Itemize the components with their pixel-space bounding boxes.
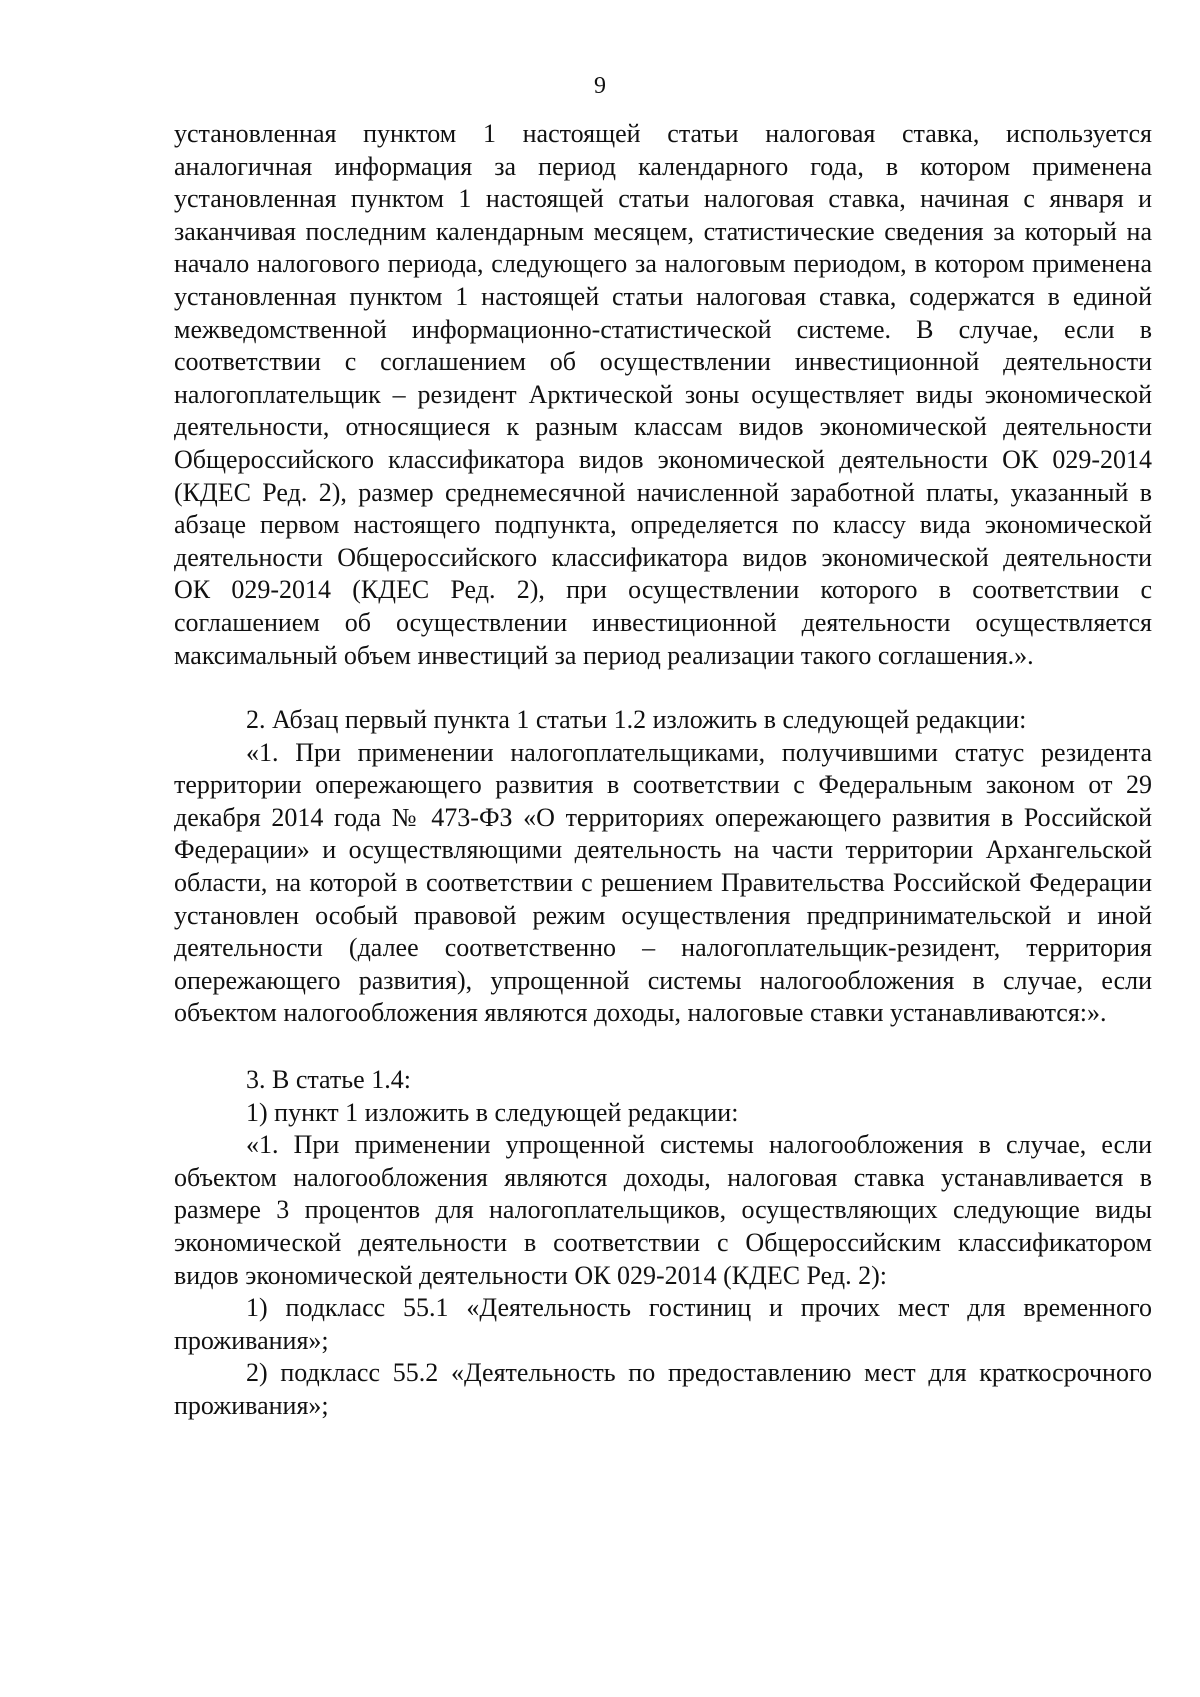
paragraph-continuation: установленная пунктом 1 настоящей статьи налоговая ставка, используется аналогичная информация за период календарного года, в котором применена установленная пунктом 1 настоящей статьи налоговая ставка, начиная с января и заканчивая последним календарным месяцем, статистические сведения за который на начало налогового периода, следующего за налоговым периодом, в котором применена установленная пунктом 1 настоящей статьи налоговая ставка, содержатся в единой межведомственной информационно-статистической системе. В случае, если в соответствии с соглашением об осуществлении инвестиционной деятельности налогоплательщик – резидент Арктической зоны осуществляет виды экономической деятельности, относящиеся к разным классам видов экономической деятельности Общероссийского классификатора видов экономической деятельности ОК 029-2014 (КДЕС Ред. 2), размер среднемесячной начисленной заработной платы, указанный в абзаце первом настоящего подпункта, определяется по классу вида экономической деятельности Общероссийского классификатора видов экономической деятельности ОК 029-2014 (КДЕС Ред. 2), при осуществлении которого в соответствии с соглашением об осуществлении инвестиционной деятельности осуществляется максимальный объем инвестиций за период реализации такого соглашения.». — [174, 119, 1152, 670]
paragraph-list-item-1: 1) подкласс 55.1 «Деятельность гостиниц и прочих мест для временного проживания»; — [174, 1293, 1152, 1355]
page-number: 9 — [594, 73, 606, 99]
document-body — [174, 118, 1152, 1423]
paragraph-quote-2: «1. При применении упрощенной системы налогообложения в случае, если объектом налогообложения являются доходы, налоговая ставка устанавливается в размере 3 процентов для налогоплательщиков, осуществляющих следующие виды экономической деятельности в соответствии с Общероссийским классификатором видов экономической деятельности ОК 029-2014 (КДЕС Ред. 2): — [174, 1130, 1152, 1290]
paragraph-quote-1: «1. При применении налогоплательщиками, получившими статус резидента территории опережающего развития в соответствии с Федеральным законом от 29 декабря 2014 года № 473-ФЗ «О территориях опережающего развития в Российской Федерации» и осуществляющими деятельность на части территории Архангельской области, на которой в соответствии с решением Правительства Российской Федерации установлен особый правовой режим осуществления предпринимательской и иной деятельности (далее соответственно – налогоплательщик-резидент, территория опережающего развития), упрощенной системы налогообложения в случае, если объектом налогообложения являются доходы, налоговые ставки устанавливаются:». — [174, 737, 1152, 1028]
paragraph-subitem-1: 1) пункт 1 изложить в следующей редакции: — [246, 1097, 739, 1127]
paragraph-item-2: 2. Абзац первый пункта 1 статьи 1.2 изложить в следующей редакции: — [246, 705, 1027, 735]
paragraph-list-item-2: 2) подкласс 55.2 «Деятельность по предоставлению мест для краткосрочного проживания»; — [174, 1358, 1152, 1420]
paragraph-item-3: 3. В статье 1.4: — [246, 1065, 411, 1095]
